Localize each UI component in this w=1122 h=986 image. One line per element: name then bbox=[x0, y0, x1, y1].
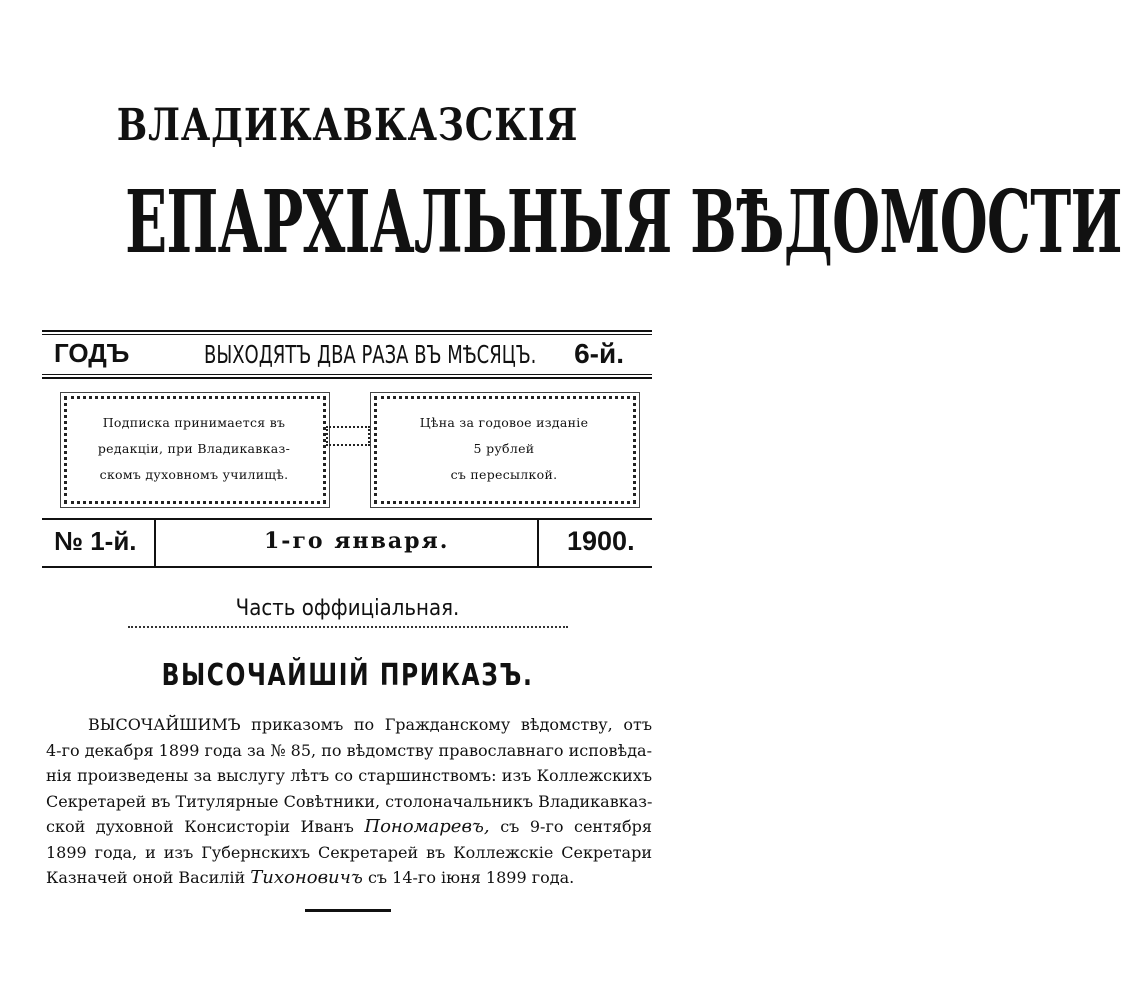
article-line-5c: съ 9-го сентября bbox=[500, 817, 652, 836]
article-line-7c: съ 14-го іюня 1899 года. bbox=[367, 868, 575, 887]
surname-tikhonovich: Тихоновичъ bbox=[250, 867, 363, 888]
price-line-1: Цѣна за годовое изданіе bbox=[419, 415, 589, 430]
article-line-7a: Казначей оной Василій bbox=[46, 868, 246, 887]
price-line-3: съ пересылкой. bbox=[450, 467, 558, 482]
top-double-rule-1 bbox=[42, 330, 652, 332]
end-rule bbox=[305, 909, 391, 912]
article-body bbox=[46, 712, 652, 891]
issue-number: № 1-й. bbox=[54, 526, 137, 556]
article-line-7 bbox=[46, 865, 652, 891]
article-line-3: нія произведены за выслугу лѣтъ со старшинствомъ: изъ Коллежскихъ bbox=[46, 766, 652, 785]
year-word: ГОДЪ bbox=[54, 338, 130, 368]
article-line-5a: ской духовной Консисторіи Иванъ bbox=[46, 817, 354, 836]
price-line-2: 5 рублей bbox=[473, 441, 535, 456]
issue-divider-right bbox=[537, 520, 539, 566]
price-text bbox=[380, 410, 628, 488]
masthead-title-line1: ВЛАДИКАВКАЗСКІЯ bbox=[116, 100, 579, 151]
issue-bar bbox=[42, 520, 652, 566]
subscription-line-1: Подписка принимается въ bbox=[102, 415, 286, 430]
article-line-1: ВЫСОЧАЙШИМЪ приказомъ по Гражданскому вѣдомству, отъ bbox=[88, 715, 652, 734]
section-dotted-rule bbox=[128, 626, 568, 628]
article-line-2: 4-го декабря 1899 года за № 85, по вѣдомству православнаго исповѣда- bbox=[46, 740, 652, 760]
issue-bottom-rule bbox=[42, 566, 652, 568]
article-line-5 bbox=[46, 814, 652, 840]
masthead-title-line2: ЕПАРХІАЛЬНЫЯ ВѢДОМОСТИ bbox=[125, 172, 1122, 273]
subscription-text bbox=[70, 410, 318, 488]
article-line-4: Секретарей въ Титулярные Совѣтники, столоначальникъ Владикавказ- bbox=[46, 791, 653, 811]
subscription-line-2: редакціи, при Владикавказ- bbox=[97, 441, 291, 456]
issue-divider-left bbox=[154, 520, 156, 566]
ornament-connector bbox=[326, 426, 370, 446]
article-line-6: 1899 года, и изъ Губернскихъ Секретарей въ Коллежскіе Секретари bbox=[46, 842, 652, 862]
year-bar-bottom-rule-2 bbox=[42, 377, 652, 379]
year-number: 6-й. bbox=[574, 338, 624, 369]
surname-ponomarev: Пономаревъ, bbox=[364, 816, 490, 837]
issue-date: 1-го января. bbox=[264, 528, 450, 554]
article-heading: ВЫСОЧАЙШІЙ ПРИКАЗЪ. bbox=[161, 658, 534, 693]
year-bar-bottom-rule-1 bbox=[42, 374, 652, 375]
subscription-line-3: скомъ духовномъ училищѣ. bbox=[99, 467, 289, 482]
year-bar bbox=[42, 338, 652, 372]
issue-year: 1900. bbox=[567, 526, 635, 556]
section-title: Часть оффиціальная. bbox=[235, 596, 460, 621]
publication-frequency: ВЫХОДЯТЪ ДВА РАЗА ВЪ МѢСЯЦЪ. bbox=[204, 340, 537, 369]
top-double-rule-2 bbox=[42, 334, 652, 335]
